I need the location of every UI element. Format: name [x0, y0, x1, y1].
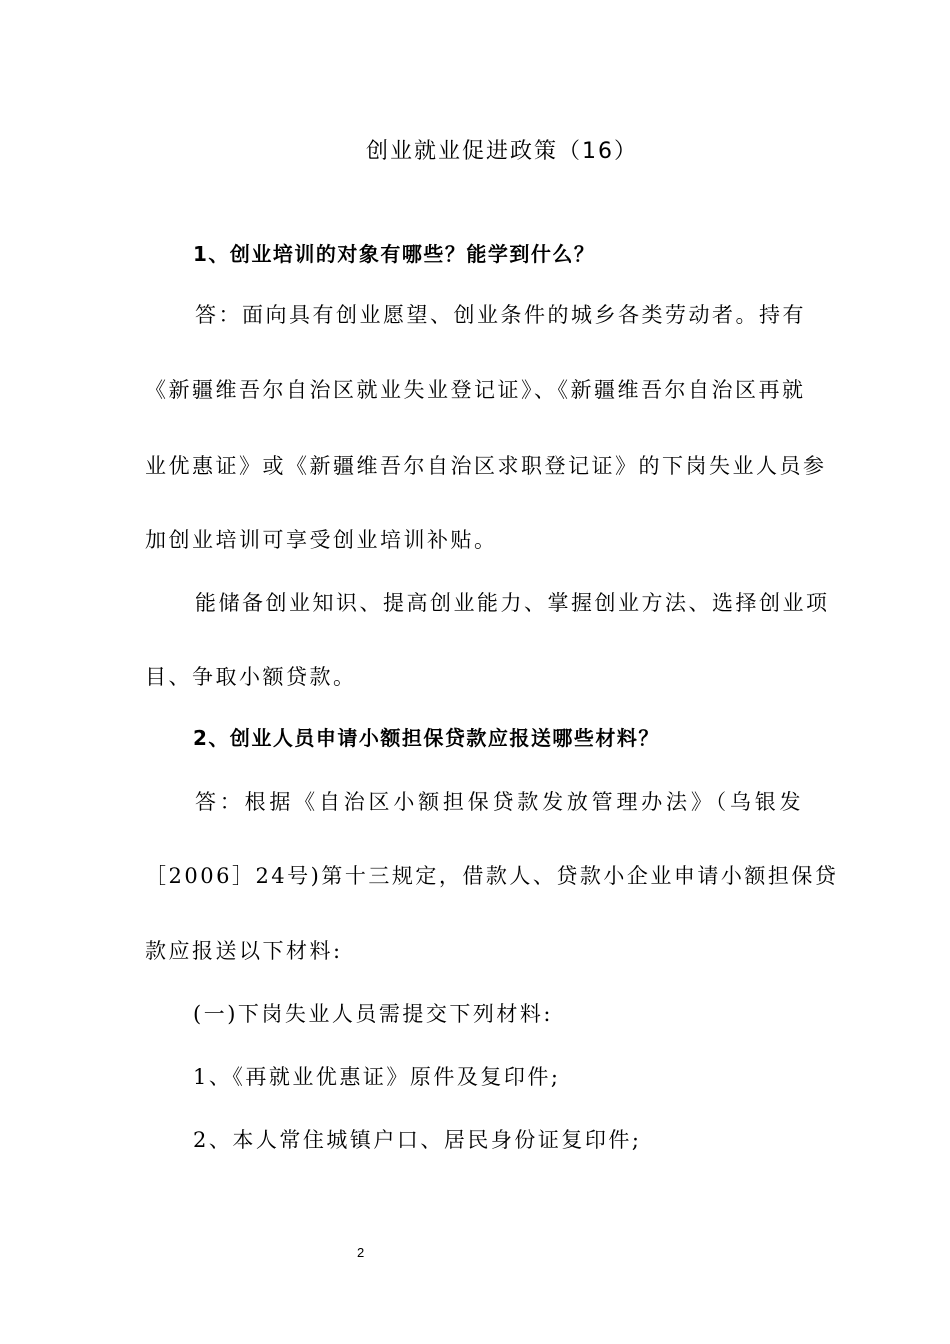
answer-1-line-2: 《新疆维吾尔自治区就业失业登记证》、《新疆维吾尔自治区再就	[145, 378, 806, 402]
page-number: 2	[357, 1245, 365, 1260]
materials-heading: (一)下岗失业人员需提交下列材料:	[193, 1002, 553, 1026]
question-1-heading: 1、创业培训的对象有哪些？能学到什么？	[193, 242, 596, 266]
answer-2-line-3: 款应报送以下材料:	[145, 939, 343, 963]
answer-1-line-4: 加创业培训可享受创业培训补贴。	[145, 528, 498, 552]
answer-1-line-6: 目、争取小额贷款。	[145, 665, 357, 689]
material-item-1: 1、《再就业优惠证》原件及复印件;	[193, 1065, 561, 1089]
document-title: 创业就业促进政策（16）	[366, 139, 638, 164]
answer-1-line-1: 答：面向具有创业愿望、创业条件的城乡各类劳动者。持有	[195, 303, 806, 327]
answer-2-line-2: ［2006］24号)第十三规定，借款人、贷款小企业申请小额担保贷	[145, 864, 839, 888]
material-item-2: 2、本人常住城镇户口、居民身份证复印件;	[193, 1128, 642, 1152]
answer-1-line-3: 业优惠证》或《新疆维吾尔自治区求职登记证》的下岗失业人员参	[145, 454, 827, 478]
answer-1-line-5: 能储备创业知识、提高创业能力、掌握创业方法、选择创业项	[195, 591, 830, 615]
answer-2-line-1: 答：根据《自治区小额担保贷款发放管理办法》（乌银发	[195, 790, 803, 814]
question-2-heading: 2、创业人员申请小额担保贷款应报送哪些材料？	[193, 726, 660, 750]
